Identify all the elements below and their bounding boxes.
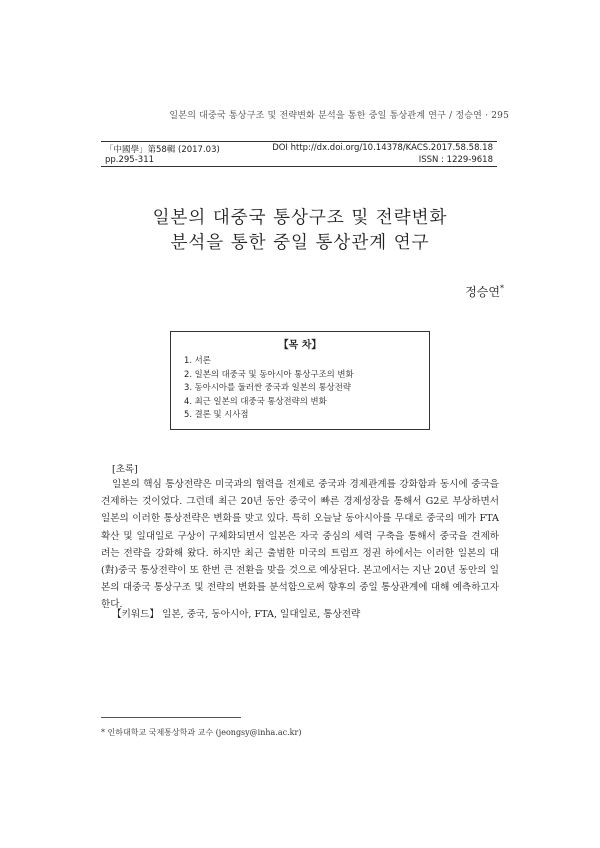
toc-item: 5. 결론 및 시사점: [184, 409, 249, 419]
abstract-text: 일본의 핵심 통상전략은 미국과의 협력을 전제로 중국과 경제관계를 강화함과 동시에 중국을 견제하는 것이었다. 그런데 최근 20년 동안 중국이 빠른 경제성장을 통해서 G2로 부상하면서 일본의 이러한 통상전략은 변화를 맞고 있다. 특히 오늘날 동아시아를 무대로 중국의 메가 FTA 확산 및 일대일로 구상이 구체화되면서 일본은 자국 중심의 세력 구축을 통해서 중국을 견제하려는 전략을 강화해 왔다. 하지만 최근 출범한 미국의 트럼프 정권 하에서는 이러한 일본의 대(對)중국 통상전략이 또 한번 큰 전환을 맞을 것으로 예상된다. 본고에서는 지난 20년 동안의 일본의 대중국 통상구조 및 전략의 변화를 분석함으로써 향후의 중일 통상관계에 대해 예측하고자 한다.: [101, 479, 499, 611]
publication-meta: [101, 141, 497, 167]
author-affiliation-footnote: * 인하대학교 국제통상학과 교수 (jeongsy@inha.ac.kr): [101, 728, 302, 737]
toc-item: 2. 일본의 대중국 및 동아시아 통상구조의 변화: [184, 368, 354, 379]
keywords: [112, 606, 360, 620]
paper-title-line-1: 일본의 대중국 통상구조 및 전략변화: [152, 208, 448, 228]
issn: ISSN : 1229-9618: [418, 155, 493, 165]
author-name: 정승연: [465, 285, 500, 299]
toc-item: 1. 서론: [184, 355, 211, 365]
toc-title: 【목 차】: [278, 340, 322, 351]
paper-title-line-2: 분석을 통한 중일 통상관계 연구: [170, 233, 430, 253]
table-of-contents: [170, 331, 430, 430]
journal-info: 「中國學」第58輯 (2017.03): [105, 145, 220, 155]
running-head: 일본의 대중국 통상구조 및 전략변화 분석을 통한 중일 통상관계 연구 / 정승연 · 295: [169, 111, 509, 121]
page-range: pp.295-311: [105, 155, 155, 165]
doi-link[interactable]: DOI http://dx.doi.org/10.14378/KACS.2017.58.58.18: [272, 143, 493, 153]
author: [465, 283, 504, 300]
toc-item: 3. 동아시아를 둘러싼 중국과 일본의 통상전략: [184, 382, 351, 392]
abstract-label: [초록]: [112, 464, 138, 475]
keywords-list: 일본, 중국, 동아시아, FTA, 일대일로, 통상전략: [162, 609, 361, 620]
toc-item: 4. 최근 일본의 대중국 통상전략의 변화: [184, 395, 327, 406]
footnote-divider: [101, 717, 241, 718]
author-footnote-mark: *: [500, 284, 504, 293]
toc-list: [184, 354, 354, 422]
keywords-label: 【키워드】: [112, 609, 159, 620]
